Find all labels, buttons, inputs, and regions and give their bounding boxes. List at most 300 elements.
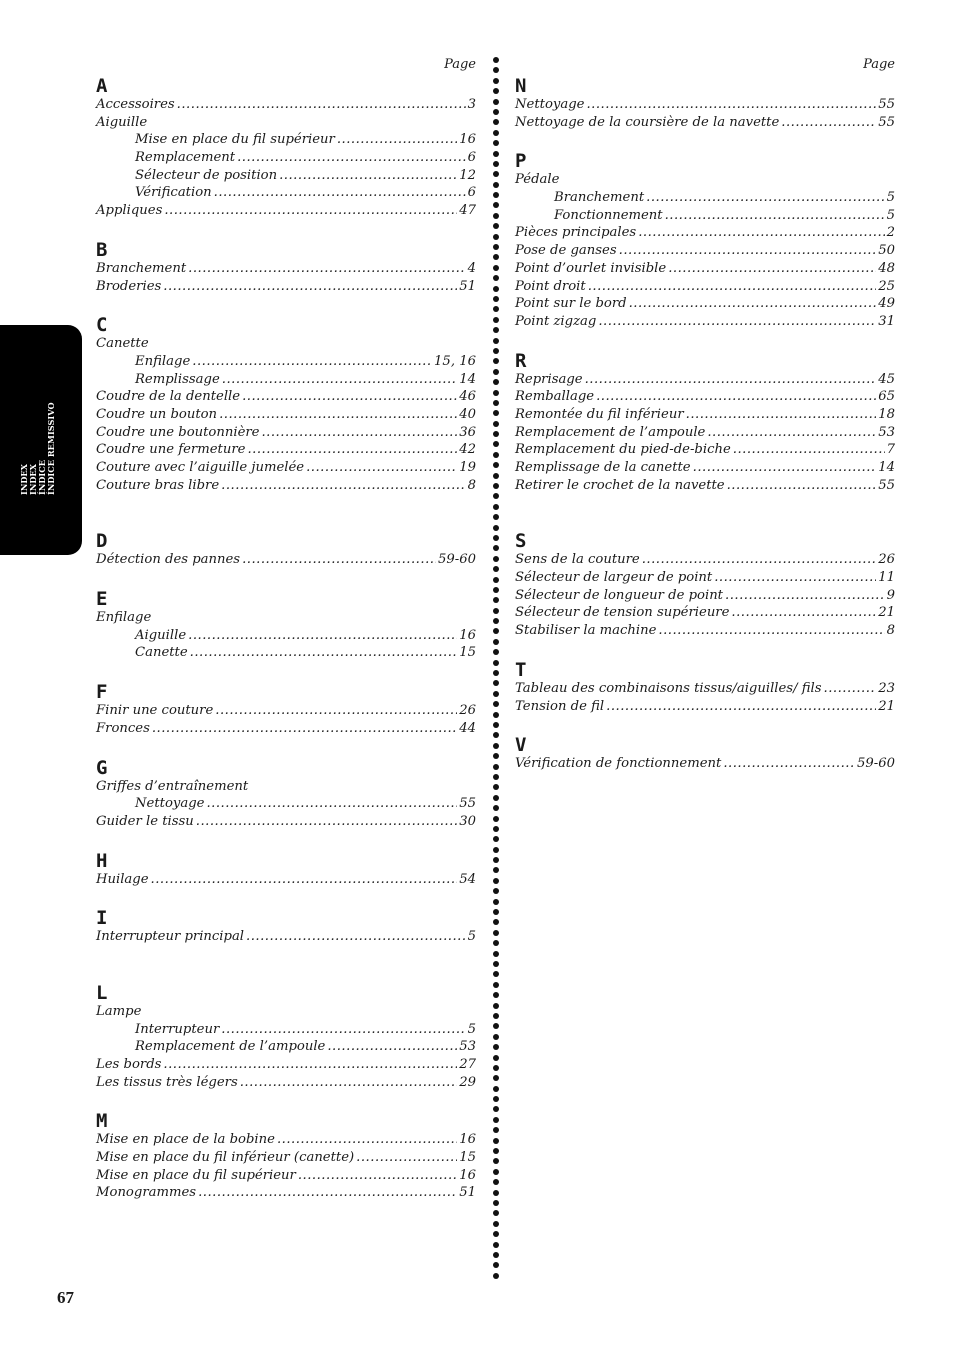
index-section-v [515, 735, 895, 773]
entry-term: Point sur le bord [515, 296, 627, 312]
divider-dot [493, 888, 499, 894]
divider-dot [493, 535, 499, 541]
dot-leader [151, 871, 458, 889]
divider-dot [493, 608, 499, 614]
index-sections-right [515, 76, 895, 773]
entry-term: Reprisage [515, 371, 583, 387]
entry-page: 44 [459, 720, 476, 736]
section-letter: T [515, 658, 527, 681]
divider-dot [493, 265, 499, 271]
entry-page: 54 [459, 871, 476, 887]
entry-term: Les tissus très légers [96, 1074, 238, 1090]
entry-term: Nettoyage de la coursière de la navette [515, 114, 780, 130]
divider-dot [493, 1127, 499, 1133]
entry-term: Interrupteur [135, 1021, 220, 1037]
section-letter: R [515, 349, 527, 372]
dot-leader [638, 224, 884, 242]
entry-term: Remballage [515, 389, 595, 405]
index-entry [96, 202, 476, 220]
dot-leader [585, 371, 877, 389]
divider-dot [493, 556, 499, 562]
entry-term: Mise en place du fil inférieur (canette) [96, 1150, 355, 1166]
index-section-b [96, 240, 476, 295]
dot-leader [222, 371, 457, 389]
section-letter: G [96, 756, 108, 779]
divider-dot [493, 1086, 499, 1092]
index-section-c [96, 315, 476, 494]
divider-dot [493, 816, 499, 822]
index-entry [96, 406, 476, 424]
divider-dot [493, 275, 499, 281]
entry-page: 21 [878, 605, 895, 621]
divider-dot [493, 951, 499, 957]
index-entry [515, 622, 895, 640]
divider-dot [493, 306, 499, 312]
entry-page: 36 [459, 424, 476, 440]
divider-dot [493, 67, 499, 73]
entry-term: Pédale [515, 172, 560, 188]
entry-term: Coudre une boutonnière [96, 424, 260, 440]
divider-dot [493, 1252, 499, 1258]
entry-page: 51 [459, 1185, 476, 1201]
entry-page: 23 [878, 680, 895, 696]
entry-term: Huilage [96, 871, 149, 887]
index-entry [515, 680, 895, 698]
dot-leader [337, 131, 457, 149]
entry-term: Détection des pannes [96, 552, 241, 568]
divider-dot [493, 712, 499, 718]
entry-page: 5 [467, 929, 476, 945]
divider-dot [493, 1034, 499, 1040]
divider-dot [493, 587, 499, 593]
entry-page: 53 [459, 1039, 476, 1055]
divider-dot [493, 525, 499, 531]
divider-dot [493, 805, 499, 811]
entry-page: 4 [467, 260, 476, 276]
dot-leader [221, 477, 465, 495]
index-entry [96, 353, 476, 371]
divider-dot [493, 254, 499, 260]
dot-leader [707, 424, 876, 442]
entry-page: 14 [459, 371, 476, 387]
dot-leader [198, 1184, 457, 1202]
divider-dot [493, 410, 499, 416]
index-entry [515, 207, 895, 225]
entry-page: 15, 16 [434, 353, 476, 369]
entry-term: Fonctionnement [554, 207, 663, 223]
index-entry [96, 1149, 476, 1167]
divider-dot [493, 1044, 499, 1050]
divider-dot [493, 431, 499, 437]
divider-dot [493, 660, 499, 666]
divider-dot [493, 1065, 499, 1071]
divider-dot [493, 1023, 499, 1029]
index-entry [96, 1131, 476, 1149]
dot-leader [219, 406, 457, 424]
divider-dot [493, 940, 499, 946]
entry-page: 15 [459, 645, 476, 661]
divider-dot [493, 1138, 499, 1144]
entry-page: 55 [878, 477, 895, 493]
divider-dot [493, 826, 499, 832]
divider-dot [493, 618, 499, 624]
section-letter: E [96, 588, 108, 611]
entry-page: 11 [878, 570, 895, 586]
dot-leader [693, 459, 877, 477]
index-entry [96, 928, 476, 946]
index-entry [96, 551, 476, 569]
divider-dot [493, 764, 499, 770]
entry-page: 3 [467, 97, 476, 112]
side-tab-line: ÍNDICE REMISSIVO [46, 402, 56, 495]
dot-leader [277, 1131, 457, 1149]
entry-page: 12 [459, 167, 476, 183]
divider-dot [493, 317, 499, 323]
entry-term: Sens de la couture [515, 552, 640, 568]
entry-page: 27 [459, 1057, 476, 1072]
dot-leader [598, 313, 876, 331]
index-entry [96, 149, 476, 167]
divider-dot [493, 1273, 499, 1279]
entry-page: 6 [467, 185, 476, 201]
divider-dot [493, 192, 499, 198]
index-entry [515, 278, 895, 296]
entry-page: 14 [878, 460, 895, 475]
entry-term: Enfilage [96, 610, 152, 626]
index-entry [96, 1074, 476, 1092]
entry-page: 53 [878, 424, 895, 440]
divider-dot [493, 857, 499, 863]
entry-term: Mise en place du fil supérieur [96, 1167, 296, 1183]
index-entry [96, 702, 476, 720]
divider-dot [493, 452, 499, 458]
divider-dot [493, 1169, 499, 1175]
dot-leader [731, 604, 876, 622]
index-entry [96, 388, 476, 406]
entry-page: 7 [886, 442, 895, 458]
entry-page: 26 [878, 552, 895, 568]
entry-term: Tension de fil [515, 698, 605, 714]
divider-dot [493, 909, 499, 915]
entry-page: 48 [878, 260, 895, 276]
divider-dot [493, 130, 499, 136]
entry-term: Retirer le crochet de la navette [515, 477, 725, 493]
index-entry [96, 278, 476, 296]
index-entry [515, 477, 895, 495]
divider-dot [493, 774, 499, 780]
index-section-i [96, 908, 476, 946]
divider-dot [493, 971, 499, 977]
entry-term: Remplacement [135, 150, 236, 166]
entry-page: 51 [459, 278, 476, 294]
divider-dot [493, 753, 499, 759]
index-section-t [515, 660, 895, 715]
divider-dot [493, 182, 499, 188]
index-entry [96, 795, 476, 813]
entry-page: 18 [878, 406, 895, 422]
entry-page: 65 [878, 389, 895, 405]
index-entry [515, 755, 895, 773]
index-entry [96, 335, 476, 353]
dot-leader [152, 720, 457, 738]
divider-dot [493, 1158, 499, 1164]
entry-term: Remplacement de l’ampoule [515, 424, 706, 440]
dot-leader [658, 622, 884, 640]
divider-dot [493, 1106, 499, 1112]
dot-leader [727, 477, 877, 495]
index-entry [96, 131, 476, 149]
page-column-header: Page [444, 57, 476, 72]
index-entry [515, 114, 895, 132]
entry-term: Tableau des combinaisons tissus/aiguilles/ fils [515, 680, 822, 696]
divider-dot [493, 899, 499, 905]
divider-dot [493, 223, 499, 229]
index-entry [96, 477, 476, 495]
entry-term: Sélecteur de largeur de point [515, 570, 713, 586]
entry-term: Branchement [96, 260, 187, 276]
divider-dot [493, 732, 499, 738]
entry-term: Nettoyage [135, 796, 205, 812]
index-entry [515, 313, 895, 331]
index-section-h [96, 851, 476, 889]
dot-leader [163, 278, 457, 296]
index-entry [96, 96, 476, 114]
divider-dot [493, 504, 499, 510]
entry-term: Branchement [554, 190, 645, 206]
entry-term: Guider le tissu [96, 813, 194, 829]
divider-dot [493, 1262, 499, 1268]
divider-dot [493, 639, 499, 645]
divider-dot [493, 577, 499, 583]
index-sections-left [96, 76, 476, 1202]
index-entry [515, 441, 895, 459]
divider-dot [493, 514, 499, 520]
divider-dot [493, 400, 499, 406]
entry-page: 16 [459, 132, 476, 148]
divider-dot [493, 1221, 499, 1227]
divider-dot [493, 597, 499, 603]
dot-leader [723, 755, 855, 773]
entry-page: 47 [459, 203, 476, 219]
entry-page: 55 [878, 114, 895, 130]
section-letter: S [515, 530, 527, 553]
entry-term: Monogrammes [96, 1185, 197, 1201]
divider-dot [493, 1003, 499, 1009]
divider-dot [493, 1148, 499, 1154]
index-entry [515, 189, 895, 207]
entry-term: Coudre une fermeture [96, 442, 246, 458]
entry-term: Interrupteur principal [96, 929, 245, 945]
section-letter: D [96, 530, 108, 553]
divider-dot [493, 358, 499, 364]
index-section-n [515, 76, 895, 131]
dot-leader [188, 260, 465, 278]
divider-dot [493, 213, 499, 219]
dot-leader [190, 644, 458, 662]
index-entry [515, 459, 895, 477]
dot-leader [298, 1167, 457, 1185]
entry-page: 45 [878, 371, 895, 387]
dot-leader [781, 114, 876, 132]
section-letter: F [96, 681, 108, 704]
entry-page: 25 [878, 278, 895, 294]
column-divider-dots [492, 57, 500, 1283]
entry-page: 8 [467, 477, 476, 493]
side-tab-line: INDEX [28, 463, 38, 495]
divider-dot [493, 88, 499, 94]
divider-dot [493, 1096, 499, 1102]
entry-term: Canette [96, 336, 149, 352]
entry-page: 50 [878, 243, 895, 259]
dot-leader [279, 167, 457, 185]
entry-page: 59-60 [856, 756, 895, 772]
entry-term: Finir une couture [96, 703, 214, 719]
index-section-e [96, 589, 476, 662]
index-entry [96, 627, 476, 645]
entry-term: Pose de ganses [515, 243, 617, 259]
index-entry [96, 813, 476, 831]
index-entry [96, 1184, 476, 1202]
dot-leader [221, 1021, 465, 1039]
side-tab-line: ÍNDICE [37, 459, 47, 495]
entry-term: Point d’ourlet invisible [515, 260, 667, 276]
index-entry [515, 424, 895, 442]
index-section-d [96, 531, 476, 569]
index-entry [515, 388, 895, 406]
entry-term: Griffes d’entraînement [96, 778, 249, 794]
entry-term: Couture bras libre [96, 477, 220, 493]
dot-leader [196, 813, 457, 831]
divider-dot [493, 462, 499, 468]
dot-leader [642, 551, 876, 569]
entry-term: Sélecteur de tension supérieure [515, 605, 730, 621]
side-tab-line: INDEX [19, 463, 29, 495]
entry-term: Aiguille [135, 627, 187, 643]
divider-dot [493, 327, 499, 333]
entry-page: 31 [878, 313, 895, 329]
dot-leader [240, 1074, 457, 1092]
divider-dot [493, 847, 499, 853]
index-section-s [515, 531, 895, 639]
index-section-g [96, 758, 476, 831]
page-column-header: Page [863, 57, 895, 72]
dot-leader [606, 698, 876, 716]
entry-page: 16 [459, 1132, 476, 1148]
dot-leader [356, 1149, 457, 1167]
dot-leader [206, 795, 457, 813]
dot-leader [629, 295, 877, 313]
entry-term: Broderies [96, 278, 162, 294]
entry-page: 16 [459, 1167, 476, 1183]
divider-dot [493, 109, 499, 115]
index-entry [515, 371, 895, 389]
index-entry [515, 242, 895, 260]
entry-term: Coudre un bouton [96, 406, 218, 422]
dot-leader [214, 184, 466, 202]
entry-term: Remplacement de l’ampoule [135, 1039, 326, 1055]
divider-dot [493, 379, 499, 385]
entry-page: 46 [459, 389, 476, 405]
entry-page: 2 [886, 225, 895, 241]
entry-term: Remplacement du pied-de-biche [515, 442, 731, 458]
dot-leader [824, 680, 877, 698]
divider-dot [493, 1210, 499, 1216]
divider-dot [493, 234, 499, 240]
divider-dot [493, 171, 499, 177]
divider-dot [493, 421, 499, 427]
entry-term: Les bords [96, 1057, 162, 1072]
entry-term: Mise en place du fil supérieur [135, 132, 335, 148]
dot-leader [686, 406, 877, 424]
dot-leader [242, 551, 436, 569]
divider-dot [493, 296, 499, 302]
entry-term: Canette [135, 645, 188, 661]
entry-page: 9 [886, 587, 895, 603]
index-entry [96, 644, 476, 662]
index-entry [96, 371, 476, 389]
index-entry [515, 604, 895, 622]
dot-leader [242, 388, 457, 406]
entry-term: Point droit [515, 278, 586, 294]
entry-page: 21 [878, 698, 895, 714]
dot-leader [164, 202, 457, 220]
index-entry [515, 260, 895, 278]
index-entry [96, 114, 476, 132]
dot-leader [725, 587, 885, 605]
divider-dot [493, 286, 499, 292]
dot-leader [215, 702, 457, 720]
dot-leader [733, 441, 885, 459]
index-entry [515, 569, 895, 587]
dot-leader [188, 627, 457, 645]
dot-leader [646, 189, 884, 207]
section-letter: M [96, 1110, 108, 1133]
divider-dot [493, 244, 499, 250]
divider-dot [493, 795, 499, 801]
section-letter: C [96, 314, 108, 337]
divider-dot [493, 348, 499, 354]
dot-leader [237, 149, 466, 167]
divider-dot [493, 1117, 499, 1123]
index-entry [515, 551, 895, 569]
divider-dot [493, 1231, 499, 1237]
divider-dot [493, 680, 499, 686]
dot-leader [619, 242, 877, 260]
entry-term: Lampe [96, 1003, 142, 1019]
entry-term: Couture avec l’aiguille jumelée [96, 460, 305, 475]
section-letter: I [96, 907, 108, 930]
entry-term: Enfilage [135, 353, 191, 369]
divider-dot [493, 390, 499, 396]
dot-leader [177, 96, 466, 114]
index-section-p [515, 151, 895, 330]
entry-page: 15 [459, 1150, 476, 1166]
divider-dot [493, 867, 499, 873]
index-entry [515, 587, 895, 605]
divider-dot [493, 493, 499, 499]
entry-term: Vérification de fonctionnement [515, 756, 722, 772]
index-entry [96, 609, 476, 627]
divider-dot [493, 670, 499, 676]
entry-page: 55 [878, 97, 895, 112]
entry-term: Remontée du fil inférieur [515, 406, 684, 422]
section-letter: N [515, 75, 527, 97]
entry-page: 55 [459, 796, 476, 812]
entry-page: 40 [459, 406, 476, 422]
section-letter: L [96, 981, 108, 1004]
index-entry [96, 720, 476, 738]
index-entry [515, 224, 895, 242]
